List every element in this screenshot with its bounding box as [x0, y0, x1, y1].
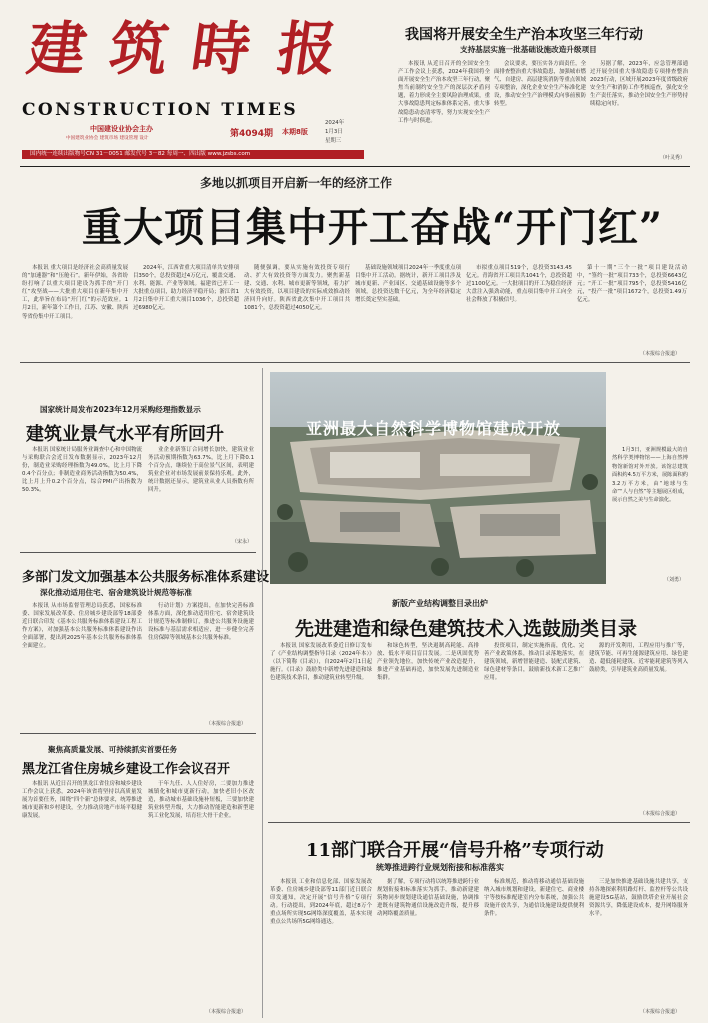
- lead-col-5: 市拟重点项目519个，总投资3143.45亿元。青海省开工项目共1041个，总投资超过1100亿元。一大批项目的开工为稳住经济大盘注入强劲动能，重点项目集中开工向全社会释放了积极信号。: [466, 265, 572, 304]
- hlj-title: 黑龙江省住房城乡建设工作会议召开: [22, 762, 231, 777]
- signal-col-3: 标准规范，推动将移动通信基础设施纳入城市规划和建设，新建住宅、商业楼宇等按标准配建室内分布系统，加强公共设施开放共享，为通信设施建设提供便利条件。: [484, 879, 584, 918]
- signal-subtitle: 统筹推进跨行业规划衔接和标准落实: [376, 863, 504, 872]
- signal-byline: （本报综合报道）: [640, 1009, 681, 1015]
- policy-subtitle: 深化推动适用住宅、宿舍建筑设计规范等标准: [40, 588, 192, 597]
- top-story-col-2: 会议要求，要压实各方面责任，全面排查整治重大事故隐患，加强城市燃气、自建房、高层建筑消防等重点领域专项整治，深化企业安全生产标准化建设，推动安全生产治理模式向事前预防转型。: [494, 61, 586, 108]
- tech-byline: （本报综合报道）: [640, 811, 681, 817]
- policy-col-2: 行动计划》方案提出，在加快完善标准体系方面，深化推动适用住宅、宿舍建筑设计规范等标准制修订，推进公共服务设施建设标准与基层需求相适应，进一步健全完善住房保障等领域基本公共服务标准。: [148, 603, 254, 642]
- policy-title: 多部门发文加强基本公共服务标准体系建设: [22, 570, 270, 585]
- hlj-kicker: 聚焦高质量发展、可持续抓实首要任务: [48, 745, 178, 754]
- info-bar: 国内统一连续出版物号CN 31－0051 邮发代号 3－82 每周一、四出版 www.jzsbs.com: [22, 150, 364, 159]
- tech-col-2: 和绿色转型，坚决遏制高耗能、高排放、低水平项目盲目发展。二是巩固优势产业领先地位，加快传统产业改造提升，推进产业基础再造，加快发展先进制造业集群。: [377, 643, 479, 682]
- lead-kicker: 多地以抓项目开启新一年的经济工作: [200, 176, 393, 190]
- tech-title: 先进建造和绿色建筑技术入选鼓励类目录: [295, 618, 638, 640]
- lead-byline: （本报综合报道）: [640, 351, 681, 357]
- lead-col-1: 本报讯 重大项目是经济社会高质量发展的“加速器”和“压舱石”。新年伊始，各省纷纷打响了以重大项目建设为抓手的“开门红”攻坚战——大批重大项目在新年集中开工，此举旨在布局“开门红”的示范效应。1月2日，新年第个工作日，江苏、安徽、陕西等省份集中开工项目。: [22, 265, 128, 320]
- logo-char-2: 筑: [105, 15, 173, 83]
- date-year: 2024年: [325, 120, 345, 126]
- top-story-col-3: 另据了解，2023年，应急管理部通过开展全国重大事故隐患专项排查整治2023行动，区域开展2023年度省级政府安全生产和消防工作考核巡查，强化安全生产责任落实，推动全国安全生产形势持续稳定向好。: [590, 61, 688, 108]
- lead-col-6: 第十一期“三个一批”项目建设活动中，“签约一批”项目733个，总投资6643亿元；“开工一批”项目795个，总投资5416亿元，“投产一批”项目1672个，总投资1.49万亿元。: [577, 265, 687, 304]
- signal-col-4: 三是加快推进基础设施共建共享，支持各地探索利用路灯杆、监控杆等公共设施建设5G基站，鼓励铁塔企业开展社会资源共享，降低建设成本，提升网络服务水平。: [589, 879, 688, 918]
- hlj-col-1: 本报讯 从近日召开的黑龙江省住房和城乡建设工作会议上获悉，2024年该省将坚持以高质量发展为首要任务，围绕“四个新”总体要求，统筹推进城市更新和乡村建设，全力推动房地产市场平稳健康发展。: [22, 781, 142, 820]
- photo-caption-body: 1月3日，亚洲规模最大的自然科学类博物馆——上海自然博物馆新馆对外开放。该馆总建筑面积约4.5万平方米，展陈面积约3.2万平方米，由“地球与生命”“人与自然”等主题展区组成，展示自然之美与生命演化。: [612, 447, 688, 504]
- lead-col-2: 2024年，江西省重大项目清单共安排项目350个，总投资超过4万亿元，覆盖交通、水利、能源、产业等领域。福建省已开工一大批重点项目，助力经济平稳开局；浙江省1月2日集中开工重大项目1036个，总投资超过6980亿元。: [133, 265, 239, 312]
- photo-credit: （刘勇）: [664, 577, 685, 583]
- lead-col-3: 随便强调，要从实施有效投资专项行动、扩大有效投资等方面发力。聚焦新基建、交通、水利、城市更新等领域，着力扩大有效投资，以项目建设的实际成效推动经济回升向好。陕西省此次集中开工项目共1081个，总投资超过4050亿元。: [244, 265, 350, 312]
- logo-char-1: 建: [23, 15, 91, 83]
- divider-stats: [20, 552, 256, 553]
- divider-policy: [20, 733, 256, 734]
- issue-number: 第4094期: [230, 129, 274, 139]
- english-name: CONSTRUCTION TIMES: [22, 100, 299, 120]
- column-divider-left: [262, 368, 263, 1018]
- divider-masthead: [20, 166, 690, 167]
- divider-tech: [268, 822, 690, 823]
- top-story-title: 我国将开展安全生产治本攻坚三年行动: [405, 27, 643, 43]
- weekday: 星期三: [325, 138, 342, 144]
- stats-col-1: 本报讯 国家统计局服务业调查中心和中国物流与采购联合会近日发布数据显示，2023年12月份，制造业采购经理指数为49.0%，比上月下降0.4个百分点；非制造业商务活动指数为50.4%，比上月上升0.2个百分点，综合PMI产出指数为50.3%。: [22, 447, 142, 494]
- top-story-subtitle: 支持基层实施一批基础设施改造升级项目: [460, 45, 597, 54]
- stats-col-2: 业企业新签订合同增长加快，建筑业业务活动预期指数为63.7%，比上月下降0.1个百分点，继续位于高位景气区间，表明建筑业企业对市场发展前景保持乐观。此外，统计数据还显示，建筑业从业人员指数有所回升。: [148, 447, 254, 494]
- museum-photo: [270, 372, 606, 584]
- page-count: 本期8版: [282, 128, 308, 136]
- top-story-col-1: 本报讯 从近日召开的全国安全生产工作会议上获悉，2024年我国将全面开展安全生产治本攻坚三年行动，聚焦当前制约安全生产的深层次矛盾问题，着力形成全主要风险治理成果，重大事故隐患判定标准体系完善，重大事故隐患动态清零等，努力实现安全生产工作与时俱进。: [398, 61, 490, 124]
- lead-title: 重大项目集中开工奋战“开门红”: [82, 204, 664, 251]
- sponsor-sub: 中国建筑业协会 建筑市场 建设管理 设计: [66, 136, 149, 141]
- logo-char-4: 报: [273, 15, 341, 83]
- tech-kicker: 新版产业结构调整目录出炉: [392, 599, 488, 608]
- date-day: 1月3日: [325, 129, 343, 135]
- hlj-byline: （本报综合报道）: [206, 1009, 247, 1015]
- stats-kicker: 国家统计局发布2023年12月采购经理指数显示: [40, 405, 201, 414]
- logo-char-3: 時: [187, 15, 255, 83]
- photo-caption-title: 亚洲最大自然科学博物馆建成开放: [306, 419, 562, 438]
- policy-byline: （本报综合报道）: [206, 721, 247, 727]
- tech-col-1: 本报讯 国家发展改革委近日修订发布了《产业结构调整指导目录（2024年本）》（以下简称《目录》），自2024年2月1日起施行。《目录》鼓励类中新增先进建造和绿色建筑技术条目，推动建筑业转型升级。: [270, 643, 372, 682]
- signal-col-1: 本报讯 工业和信息化部、国家发展改革委、住房城乡建设部等11部门近日联合印发通知，决定开展“信号升格”专项行动。行动提出，到2024年底，超过8万个重点场所实现5G网络深度覆盖，基本实现重点公共场所5G网络通达。: [270, 879, 372, 926]
- divider-lead: [20, 362, 690, 363]
- top-story-byline: （叶灵秀）: [660, 155, 686, 161]
- policy-col-1: 本报讯 从市场监督管理总局获悉，国家标准委、国家发展改革委、住房城乡建设部等18部委近日联合印发《基本公共服务标准体系建设工程工作方案》，对加强基本公共服务标准体系建设作出全面部署，提出到2025年基本公共服务标准体系全面建立。: [22, 603, 142, 650]
- stats-title: 建筑业景气水平有所回升: [26, 424, 224, 445]
- hlj-col-2: 于年九任、人人住好房，二要加力推进城镇化和城市更新行动，加快老旧小区改造，推动城市基础设施补短板，三要加快建筑业转型升级，大力推动智能建造和新型建筑工业化发展，培育壮大骨干企业。: [148, 781, 254, 820]
- tech-col-3: 投资项目，制定实施指南，优化、完善产业政策体系，推动目录落地落实，在建筑领域，新增智能建造、装配式建筑、绿色建材等条目，鼓励新技术新工艺推广应用。: [484, 643, 584, 682]
- sponsor: 中国建设业协会主办: [90, 125, 153, 133]
- signal-col-2: 据了解，专项行动将以统筹推进跨行业规划衔接和标准落实为抓手，推动新建建筑物同步规划建设通信基础设施，协调推进既有建筑物通信设施改造升级，提升移动网络覆盖质量。: [377, 879, 479, 918]
- museum-aerial-image: [270, 372, 606, 584]
- lead-col-4: 基础设施领域项目2024年一季度重点项目集中开工活动。据统计，新开工项目涉及城市更新、产业园区、交通基础设施等多个领域，总投资达数千亿元，为全年经济稳定增长奠定坚实基础。: [355, 265, 461, 304]
- stats-byline: （宋永）: [232, 539, 253, 545]
- signal-title: 11部门联合开展“信号升格”专项行动: [306, 840, 604, 861]
- tech-col-4: 源的开发利用，工程应用与推广等，建筑节能、可再生能源建筑应用、绿色建造、超低能耗建筑、近零能耗建筑等列入鼓励类，引导建筑业高质量发展。: [589, 643, 688, 674]
